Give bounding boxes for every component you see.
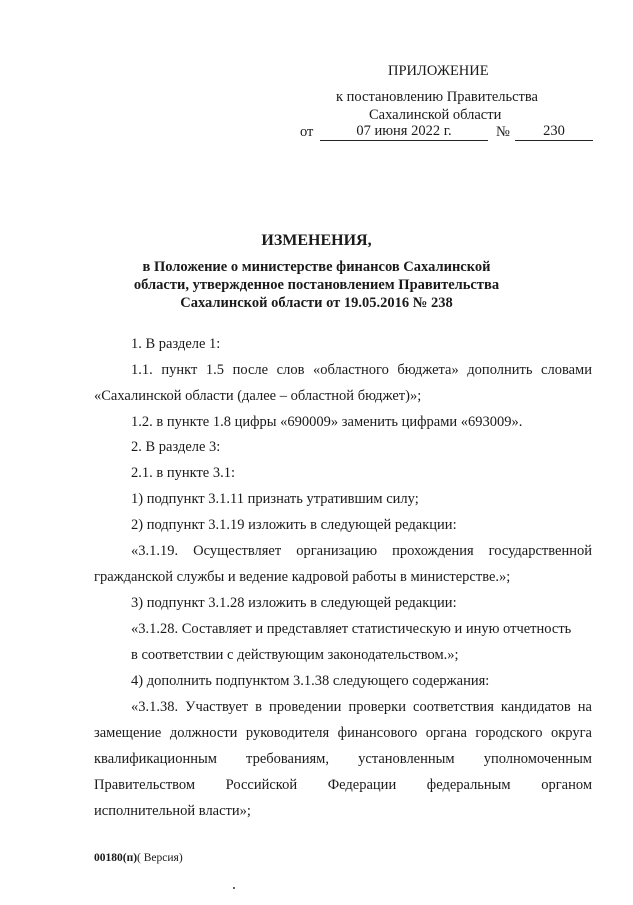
document-title: ИЗМЕНЕНИЯ,	[261, 232, 372, 249]
document-footer-code	[94, 852, 183, 864]
subitem-3: 3) подпункт 3.1.28 изложить в следующей редакции:	[131, 595, 457, 611]
quote-3-1-38-line3: квалификационным требованиям, установленным уполномоченным	[94, 751, 592, 767]
quote-3-1-38-line4: Правительством Российской Федерации федеральным органом	[94, 777, 592, 793]
resolution-date: 07 июня 2022 г.	[320, 122, 488, 141]
resolution-number: 230	[515, 122, 593, 141]
paragraph-2: 2. В разделе 3:	[131, 439, 221, 455]
quote-3-1-28-line2: в соответствии с действующим законодательством.»;	[131, 647, 459, 663]
paragraph-2-1: 2.1. в пункте 3.1:	[131, 465, 236, 481]
date-from-label: от	[300, 124, 314, 140]
resolution-label: к постановлению Правительства	[336, 89, 538, 105]
quote-3-1-38-line1: «3.1.38. Участвует в проведении проверки соответствия кандидатов на	[131, 699, 592, 715]
footer-version: ( Версия)	[137, 852, 183, 864]
region-label: Сахалинской области	[369, 107, 502, 123]
number-label: №	[496, 124, 510, 140]
document-subtitle-line2: области, утвержденное постановлением Правительства	[133, 277, 500, 293]
subitem-1: 1) подпункт 3.1.11 признать утратившим силу;	[131, 491, 419, 507]
subitem-4: 4) дополнить подпунктом 3.1.38 следующего содержания:	[131, 673, 490, 689]
quote-3-1-38-line5: исполнительной власти»;	[94, 803, 251, 819]
quote-3-1-19-line2: гражданской службы и ведение кадровой работы в министерстве.»;	[94, 569, 511, 585]
paragraph-1: 1. В разделе 1:	[131, 336, 221, 352]
paragraph-1-2: 1.2. в пункте 1.8 цифры «690009» заменить цифрами «693009».	[131, 414, 523, 430]
quote-3-1-28-line1: «3.1.28. Составляет и представляет статистическую и иную отчетность	[131, 621, 572, 637]
appendix-label: ПРИЛОЖЕНИЕ	[388, 63, 489, 79]
footer-code: 00180(п)	[94, 852, 138, 864]
subitem-2: 2) подпункт 3.1.19 изложить в следующей редакции:	[131, 517, 457, 533]
document-subtitle-line3: Сахалинской области от 19.05.2016 № 238	[180, 295, 453, 311]
paragraph-1-1-line1: 1.1. пункт 1.5 после слов «областного бюджета» дополнить словами	[131, 362, 592, 378]
quote-3-1-38-line2: замещение должности руководителя финансового органа городского округа	[94, 725, 592, 741]
scan-speck	[233, 887, 235, 889]
document-subtitle-line1: в Положение о министерстве финансов Сахалинской	[142, 259, 491, 275]
quote-3-1-19-line1: «3.1.19. Осуществляет организацию прохождения государственной	[131, 543, 592, 559]
paragraph-1-1-line2: «Сахалинской области (далее – областной бюджет)»;	[94, 388, 422, 404]
